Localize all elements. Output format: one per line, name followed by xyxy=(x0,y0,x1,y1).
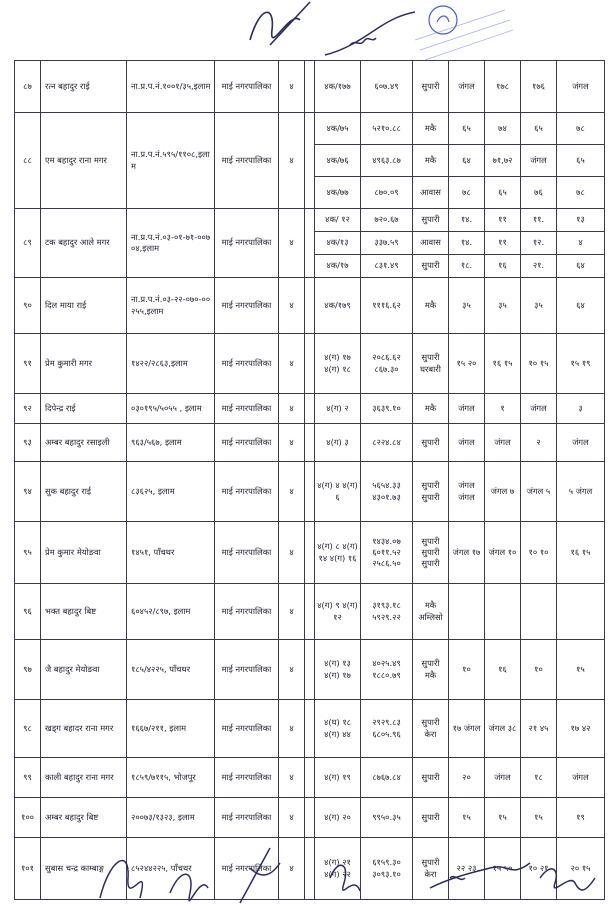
owner-name-cell: टक बहादुर आले मगर xyxy=(41,209,127,278)
municipality-cell: माई नगरपालिका xyxy=(215,334,279,394)
boundary-east-cell: ७८ xyxy=(449,177,485,209)
area-cell: ५६५४.३३ ४३०१.७३ xyxy=(361,462,413,522)
table-row xyxy=(15,758,605,798)
citizenship-cell: ९६३/५६७, इलाम xyxy=(127,424,215,462)
land-use-cell: सुपारी xyxy=(413,798,449,838)
boundary-west-cell: जंगल ३८ xyxy=(485,700,521,758)
municipality-cell: माई नगरपालिका xyxy=(215,113,279,209)
area-cell: ३१९३.१८ ५९२९.२२ xyxy=(361,584,413,640)
blank-cell xyxy=(305,584,315,640)
boundary-west-cell: १६ xyxy=(485,640,521,700)
boundary-east-cell: १७ जंगल xyxy=(449,700,485,758)
bottom-signatures xyxy=(0,838,612,910)
area-cell: ९९५०.३५ xyxy=(361,798,413,838)
table-row xyxy=(15,798,605,838)
land-use-cell: आवास xyxy=(413,232,449,255)
boundary-south-cell xyxy=(557,584,605,640)
table-row xyxy=(15,334,605,394)
land-use-cell: मकै xyxy=(413,394,449,424)
boundary-west-cell: १६ १५ xyxy=(485,334,521,394)
citizenship-cell: ८३६२५, इलाम xyxy=(127,462,215,522)
plot-number-cell: ४क/१७७ xyxy=(315,61,361,113)
area-cell: २९२९.८३ ६८०५.९६ xyxy=(361,700,413,758)
citizenship-cell: ८५२४४२२५, पाँचथर xyxy=(127,838,215,900)
municipality-cell: माई नगरपालिका xyxy=(215,394,279,424)
boundary-south-cell: ५ जंगल xyxy=(557,462,605,522)
serial-number-cell: १०० xyxy=(15,798,41,838)
boundary-east-cell: १५ २० xyxy=(449,334,485,394)
boundary-north-cell: ६५ xyxy=(521,113,557,145)
table-row xyxy=(15,424,605,462)
ward-cell: ४ xyxy=(279,584,305,640)
ward-cell: ४ xyxy=(279,209,305,278)
municipality-cell: माई नगरपालिका xyxy=(215,209,279,278)
plot-number-cell: ४क/१३ xyxy=(315,232,361,255)
boundary-north-cell: १० १० xyxy=(521,522,557,584)
boundary-south-cell: १७ ४२ xyxy=(557,700,605,758)
serial-number-cell: ९२ xyxy=(15,394,41,424)
boundary-east-cell: जंगल xyxy=(449,61,485,113)
owner-name-cell: रत्न बहादुर राई xyxy=(41,61,127,113)
citizenship-cell: ना.प्र.प.नं.५९५/११०८,इलाम xyxy=(127,113,215,209)
owner-name-cell: दिल माया राई xyxy=(41,278,127,334)
serial-number-cell: ९१ xyxy=(15,334,41,394)
municipality-cell: माई नगरपालिका xyxy=(215,838,279,900)
land-use-cell: सुपारी केरा xyxy=(413,838,449,900)
owner-name-cell: सुक बहादुर राई xyxy=(41,462,127,522)
owner-name-cell: अम्बर बहादुर रसाइली xyxy=(41,424,127,462)
blank-cell xyxy=(305,424,315,462)
citizenship-cell: १८५/४२२५, पाँचथर xyxy=(127,640,215,700)
land-use-cell: मकै अम्लिसो xyxy=(413,584,449,640)
land-use-cell: सुपारी घरबारी xyxy=(413,334,449,394)
table-row xyxy=(15,209,605,232)
boundary-east-cell: १४. xyxy=(449,209,485,232)
plot-number-cell: ४क/१७९ xyxy=(315,278,361,334)
ward-cell: ४ xyxy=(279,700,305,758)
ward-cell: ४ xyxy=(279,61,305,113)
area-cell: ३३७.५९ xyxy=(361,232,413,255)
owner-name-cell: प्रेम कुमार मेयोङवा xyxy=(41,522,127,584)
blank-cell xyxy=(305,640,315,700)
boundary-west-cell: १५ xyxy=(485,798,521,838)
boundary-south-cell: ७८ xyxy=(557,113,605,145)
municipality-cell: माई नगरपालिका xyxy=(215,61,279,113)
blank-cell xyxy=(305,61,315,113)
land-use-cell: सुपारी xyxy=(413,255,449,278)
area-cell: १११६.६२ xyxy=(361,278,413,334)
ward-cell: ४ xyxy=(279,278,305,334)
citizenship-cell: ना.प्र.प.नं.०३-०१-७१-००७०४,इलाम xyxy=(127,209,215,278)
area-cell: १४३४.०७ ६०११.५२ २५८६.५० xyxy=(361,522,413,584)
municipality-cell: माई नगरपालिका xyxy=(215,278,279,334)
table-row xyxy=(15,522,605,584)
boundary-west-cell: ११ xyxy=(485,209,521,232)
boundary-north-cell: १० २१ xyxy=(521,838,557,900)
municipality-cell: माई नगरपालिका xyxy=(215,424,279,462)
blank-cell xyxy=(305,522,315,584)
boundary-east-cell: जंगल xyxy=(449,394,485,424)
boundary-west-cell: ६५ xyxy=(485,177,521,209)
land-use-cell: सुपारी xyxy=(413,758,449,798)
boundary-east-cell: १८. xyxy=(449,255,485,278)
boundary-west-cell: ११ xyxy=(485,232,521,255)
boundary-east-cell xyxy=(449,584,485,640)
owner-name-cell: अम्बर बहादुर बिष्ट xyxy=(41,798,127,838)
official-stamp xyxy=(405,0,515,64)
area-cell: ७२०.६७ xyxy=(361,209,413,232)
citizenship-cell: ना.प्र.प.नं.१००१/३५,इलाम xyxy=(127,61,215,113)
plot-number-cell: ४(ग) १९ xyxy=(315,758,361,798)
boundary-east-cell: जंगल जंगल xyxy=(449,462,485,522)
boundary-south-cell: ४ xyxy=(557,232,605,255)
boundary-west-cell: ३५ xyxy=(485,278,521,334)
boundary-south-cell: १६ १५ xyxy=(557,522,605,584)
boundary-north-cell: १० xyxy=(521,640,557,700)
blank-cell xyxy=(305,758,315,798)
top-signature-left xyxy=(240,0,360,50)
area-cell: ४९६३.८७ xyxy=(361,145,413,177)
citizenship-cell: ०३०१९५/५०५५ , इलाम xyxy=(127,394,215,424)
area-cell: ६१५९.३० ३०९३.१० xyxy=(361,838,413,900)
boundary-north-cell: ७६ xyxy=(521,177,557,209)
boundary-south-cell: ७८ xyxy=(557,177,605,209)
boundary-south-cell: १५ १९ xyxy=(557,334,605,394)
boundary-north-cell: १७६ xyxy=(521,61,557,113)
boundary-south-cell: १९ xyxy=(557,798,605,838)
land-use-cell: सुपारी केरा xyxy=(413,700,449,758)
boundary-north-cell: १५ xyxy=(521,798,557,838)
ward-cell: ४ xyxy=(279,838,305,900)
plot-number-cell: ४(ग) २ xyxy=(315,394,361,424)
boundary-east-cell: ६४ xyxy=(449,145,485,177)
owner-name-cell: दिपेन्द्र राई xyxy=(41,394,127,424)
ward-cell: ४ xyxy=(279,640,305,700)
serial-number-cell: ९५ xyxy=(15,522,41,584)
ward-cell: ४ xyxy=(279,113,305,209)
serial-number-cell: ९६ xyxy=(15,584,41,640)
boundary-east-cell: ३५ xyxy=(449,278,485,334)
boundary-south-cell: जंगल xyxy=(557,424,605,462)
land-records-table xyxy=(14,60,605,900)
land-use-cell: सुपारी सुपारी xyxy=(413,462,449,522)
boundary-north-cell: २१. xyxy=(521,255,557,278)
municipality-cell: माई नगरपालिका xyxy=(215,584,279,640)
blank-cell xyxy=(305,113,315,209)
table-row xyxy=(15,700,605,758)
blank-cell xyxy=(305,394,315,424)
serial-number-cell: ९० xyxy=(15,278,41,334)
citizenship-cell: ना.प्र.प.नं.०३-२२-०७०-००२५५,इलाम xyxy=(127,278,215,334)
area-cell: ८३१.४९ xyxy=(361,255,413,278)
boundary-north-cell: ३५ xyxy=(521,278,557,334)
boundary-east-cell: १४. xyxy=(449,232,485,255)
blank-cell xyxy=(305,278,315,334)
municipality-cell: माई नगरपालिका xyxy=(215,798,279,838)
owner-name-cell: भक्त बहादुर बिष्ट xyxy=(41,584,127,640)
boundary-north-cell: जंगल ५ xyxy=(521,462,557,522)
land-use-cell: मकै xyxy=(413,145,449,177)
boundary-south-cell: ३ xyxy=(557,394,605,424)
serial-number-cell: ९९ xyxy=(15,758,41,798)
plot-number-cell: ४(ग) ९ ४(ग) १२ xyxy=(315,584,361,640)
owner-name-cell: काली बहादुर राना मगर xyxy=(41,758,127,798)
serial-number-cell: ९४ xyxy=(15,462,41,522)
plot-number-cell: ४क/ १२ xyxy=(315,209,361,232)
serial-number-cell: ९३ xyxy=(15,424,41,462)
area-cell: ५२१०.८८ xyxy=(361,113,413,145)
table-row xyxy=(15,584,605,640)
owner-name-cell: एम बहादुर राना मगर xyxy=(41,113,127,209)
ward-cell: ४ xyxy=(279,334,305,394)
land-records-table-container xyxy=(14,60,604,900)
land-use-cell: मकै xyxy=(413,278,449,334)
blank-cell xyxy=(305,798,315,838)
land-use-cell: सुपारी xyxy=(413,209,449,232)
table-row xyxy=(15,113,605,145)
boundary-west-cell: ७४ xyxy=(485,113,521,145)
boundary-west-cell: जंगल १० xyxy=(485,522,521,584)
boundary-west-cell: १६ xyxy=(485,255,521,278)
blank-cell xyxy=(305,209,315,278)
table-row xyxy=(15,61,605,113)
citizenship-cell: १४५१, पाँचथर xyxy=(127,522,215,584)
boundary-east-cell: २२ २३ xyxy=(449,838,485,900)
boundary-east-cell: १० xyxy=(449,640,485,700)
boundary-north-cell: १८ xyxy=(521,758,557,798)
boundary-north-cell: ११. xyxy=(521,209,557,232)
boundary-east-cell: जंगल xyxy=(449,424,485,462)
land-use-cell: मकै xyxy=(413,113,449,145)
boundary-north-cell: १० १५ xyxy=(521,334,557,394)
boundary-south-cell: १५ xyxy=(557,640,605,700)
citizenship-cell: १८५९/७११५, भोजपुर xyxy=(127,758,215,798)
plot-number-cell: ४(ग) ३ xyxy=(315,424,361,462)
ward-cell: ४ xyxy=(279,758,305,798)
plot-number-cell: ४(ग) १३ ४(ग) १७ xyxy=(315,640,361,700)
boundary-west-cell: ७१,७२ xyxy=(485,145,521,177)
boundary-west-cell: जंगल xyxy=(485,758,521,798)
plot-number-cell: ४क/७५ xyxy=(315,113,361,145)
serial-number-cell: ९८ xyxy=(15,700,41,758)
serial-number-cell: ९७ xyxy=(15,640,41,700)
boundary-south-cell: १३ xyxy=(557,209,605,232)
boundary-south-cell: ६५ xyxy=(557,145,605,177)
boundary-east-cell: जंगल १७ xyxy=(449,522,485,584)
top-signature-middle xyxy=(320,10,430,65)
municipality-cell: माई नगरपालिका xyxy=(215,522,279,584)
boundary-south-cell: ६४ xyxy=(557,255,605,278)
boundary-north-cell: १२. xyxy=(521,232,557,255)
citizenship-cell: ६०४५२/८९७, इलाम xyxy=(127,584,215,640)
plot-number-cell: ४(ग) १७ ४(ग) १८ xyxy=(315,334,361,394)
blank-cell xyxy=(305,462,315,522)
boundary-west-cell: १७८ xyxy=(485,61,521,113)
owner-name-cell: जै बहादुर मेयोङवा xyxy=(41,640,127,700)
owner-name-cell: प्रेम कुमारी मगर xyxy=(41,334,127,394)
boundary-west-cell: १५ ५० xyxy=(485,838,521,900)
boundary-north-cell: जंगल xyxy=(521,394,557,424)
boundary-east-cell: १५ xyxy=(449,798,485,838)
boundary-south-cell: ६४ xyxy=(557,278,605,334)
area-cell: ८२२४.८४ xyxy=(361,424,413,462)
ward-cell: ४ xyxy=(279,394,305,424)
plot-number-cell: ४(ग) ८ ४(ग) १४ ४(ग) १६ xyxy=(315,522,361,584)
blank-cell xyxy=(305,334,315,394)
plot-number-cell: ४(ग) २० xyxy=(315,798,361,838)
owner-name-cell: खड्ग बहादर राना मगर xyxy=(41,700,127,758)
municipality-cell: माई नगरपालिका xyxy=(215,640,279,700)
citizenship-cell: १६६७/२११, इलाम xyxy=(127,700,215,758)
table-row xyxy=(15,640,605,700)
citizenship-cell: २००७३/१३२३, इलाम xyxy=(127,798,215,838)
boundary-south-cell: जंगल xyxy=(557,758,605,798)
boundary-east-cell: २० xyxy=(449,758,485,798)
municipality-cell: माई नगरपालिका xyxy=(215,462,279,522)
blank-cell xyxy=(305,700,315,758)
boundary-north-cell: २ xyxy=(521,424,557,462)
municipality-cell: माई नगरपालिका xyxy=(215,758,279,798)
table-row xyxy=(15,278,605,334)
ward-cell: ४ xyxy=(279,424,305,462)
ward-cell: ४ xyxy=(279,798,305,838)
area-cell: ६०७.४९ xyxy=(361,61,413,113)
boundary-west-cell: जंगल xyxy=(485,424,521,462)
plot-number-cell: ४(ग) २१ ४(ग) २२ xyxy=(315,838,361,900)
boundary-north-cell xyxy=(521,584,557,640)
boundary-west-cell: जंगल ७ xyxy=(485,462,521,522)
land-use-cell: सुपारी xyxy=(413,424,449,462)
plot-number-cell: ४(ग) ४ ४(ग) ६ xyxy=(315,462,361,522)
serial-number-cell: ८८ xyxy=(15,113,41,209)
serial-number-cell: ८७ xyxy=(15,61,41,113)
table-row xyxy=(15,394,605,424)
serial-number-cell: १०१ xyxy=(15,838,41,900)
plot-number-cell: ४क/७६ xyxy=(315,145,361,177)
ward-cell: ४ xyxy=(279,522,305,584)
boundary-south-cell: जंगल xyxy=(557,61,605,113)
boundary-west-cell: १ xyxy=(485,394,521,424)
citizenship-cell: १४२२/२८६३,इलाम xyxy=(127,334,215,394)
plot-number-cell: ४क/७७ xyxy=(315,177,361,209)
plot-number-cell: ४क/१७ xyxy=(315,255,361,278)
municipality-cell: माई नगरपालिका xyxy=(215,700,279,758)
area-cell: २०८६.६२ ८६७.३० xyxy=(361,334,413,394)
area-cell: ४०२५.४९ १८८०.७९ xyxy=(361,640,413,700)
land-use-cell: सुपारी सुपारी सुपारी xyxy=(413,522,449,584)
area-cell: ३६३९.१० xyxy=(361,394,413,424)
area-cell: ८७०.०९ xyxy=(361,177,413,209)
area-cell: ८७६७.८४ xyxy=(361,758,413,798)
plot-number-cell: ४(घ) १८ ४(ग) ४४ xyxy=(315,700,361,758)
land-use-cell: आवास xyxy=(413,177,449,209)
land-use-cell: सुपारी xyxy=(413,61,449,113)
boundary-south-cell: २० १५ xyxy=(557,838,605,900)
boundary-west-cell xyxy=(485,584,521,640)
owner-name-cell: सुबास चन्द्र काम्बाङ्ग xyxy=(41,838,127,900)
land-use-cell: सुपारी मकै xyxy=(413,640,449,700)
boundary-north-cell: २१ ४५ xyxy=(521,700,557,758)
serial-number-cell: ८९ xyxy=(15,209,41,278)
ward-cell: ४ xyxy=(279,462,305,522)
table-row xyxy=(15,462,605,522)
boundary-east-cell: ६५ xyxy=(449,113,485,145)
boundary-north-cell: जंगल xyxy=(521,145,557,177)
